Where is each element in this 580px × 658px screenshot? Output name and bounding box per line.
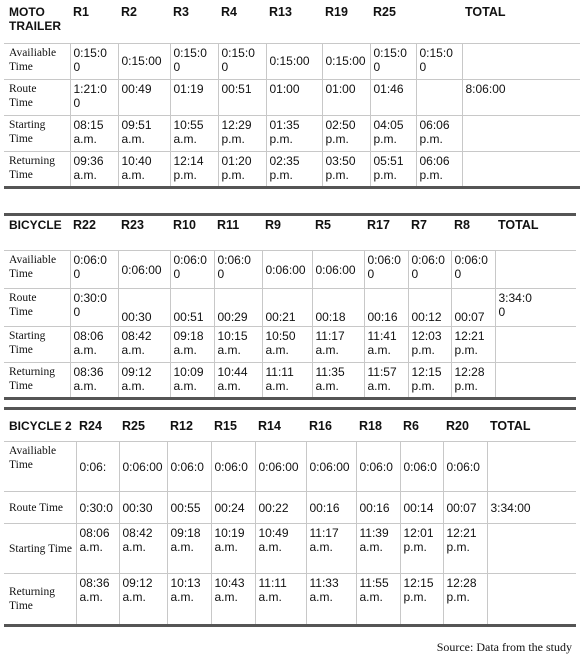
cell: 1:21:0 0	[70, 79, 118, 115]
cell	[416, 79, 462, 115]
cell: 0:06:00	[306, 442, 356, 492]
row-label: Starting Time	[4, 115, 70, 151]
header-cell: R6	[403, 418, 419, 433]
cell: 00:21	[262, 289, 312, 327]
table-row	[4, 289, 576, 327]
cell: 02:35 p.m.	[266, 151, 322, 187]
header-cell: R25	[373, 5, 396, 19]
cell: 12:21 p.m.	[443, 524, 487, 574]
cell: 0:30:0	[76, 492, 119, 524]
cell: 01:00	[266, 79, 322, 115]
header-cell: TOTAL	[498, 218, 539, 232]
cell: 09:36 a.m.	[70, 151, 118, 187]
header-cell: R8	[454, 218, 470, 232]
table-row	[4, 251, 576, 289]
cell: 11:17 a.m.	[312, 327, 364, 363]
cell: 0:06:00	[118, 251, 170, 289]
cell: 03:50 p.m.	[322, 151, 370, 187]
cell	[487, 442, 576, 492]
cell: 0:06:0	[211, 442, 255, 492]
cell: 10:50 a.m.	[262, 327, 312, 363]
cell: 06:06 p.m.	[416, 115, 462, 151]
cell	[495, 251, 576, 289]
cell: 10:43 a.m.	[211, 574, 255, 626]
cell: 01:00	[322, 79, 370, 115]
header-cell: BICYCLE	[9, 218, 62, 232]
cell: 00:16	[306, 492, 356, 524]
cell: 02:50 p.m.	[322, 115, 370, 151]
cell: 0:06:0	[443, 442, 487, 492]
cell	[462, 151, 580, 187]
cell: 0:15:00	[322, 43, 370, 79]
cell: 11:41 a.m.	[364, 327, 408, 363]
cell: 08:15 a.m.	[70, 115, 118, 151]
cell: 04:05 p.m.	[370, 115, 416, 151]
header-cell: R24	[79, 418, 102, 433]
cell: 10:09 a.m.	[170, 363, 214, 399]
table-row	[4, 574, 576, 626]
header-cell: R3	[173, 5, 189, 19]
cell: 0:06:00	[262, 251, 312, 289]
cell: 10:55 a.m.	[170, 115, 218, 151]
cell: 08:36 a.m.	[76, 574, 119, 626]
header-cell: MOTO TRAILER	[9, 5, 61, 33]
table-row	[4, 442, 576, 492]
header-cell: R10	[173, 218, 196, 232]
cell: 08:42 a.m.	[119, 524, 167, 574]
table-row	[4, 327, 576, 363]
header-cell: R7	[411, 218, 427, 232]
cell: 0:06:00	[255, 442, 306, 492]
cell: 0:15:0 0	[218, 43, 266, 79]
cell: 12:14 p.m.	[170, 151, 218, 187]
row-label: Availiable Time	[4, 251, 70, 289]
cell: 0:06:0 0	[408, 251, 451, 289]
cell: 0:06:0 0	[364, 251, 408, 289]
bicycle-table	[4, 213, 576, 400]
header-cell: R22	[73, 218, 96, 232]
header-cell	[416, 3, 462, 43]
cell: 0:15:0 0	[370, 43, 416, 79]
cell	[495, 327, 576, 363]
header-cell: R14	[258, 418, 281, 433]
cell: 00:24	[211, 492, 255, 524]
cell: 01:46	[370, 79, 416, 115]
cell: 10:49 a.m.	[255, 524, 306, 574]
bicycle-2-table	[4, 407, 576, 627]
cell: 10:40 a.m.	[118, 151, 170, 187]
cell: 01:19	[170, 79, 218, 115]
cell: 09:51 a.m.	[118, 115, 170, 151]
cell: 10:15 a.m.	[214, 327, 262, 363]
row-label: Starting Time	[4, 524, 76, 574]
cell: 12:28 p.m.	[443, 574, 487, 626]
cell: 00:30	[119, 492, 167, 524]
cell: 10:13 a.m.	[167, 574, 211, 626]
cell: 12:15 p.m.	[400, 574, 443, 626]
header-cell: R15	[214, 418, 237, 433]
cell: 12:03 p.m.	[408, 327, 451, 363]
header-cell: R2	[121, 5, 137, 19]
cell: 11:33 a.m.	[306, 574, 356, 626]
cell: 11:11 a.m.	[255, 574, 306, 626]
cell: 08:06 a.m.	[76, 524, 119, 574]
cell: 08:42 a.m.	[118, 327, 170, 363]
cell: 0:06:	[76, 442, 119, 492]
cell: 08:36 a.m.	[70, 363, 118, 399]
cell: 09:12 a.m.	[118, 363, 170, 399]
cell: 3:34:0 0	[495, 289, 576, 327]
cell: 09:18 a.m.	[167, 524, 211, 574]
header-cell: R23	[121, 218, 144, 232]
cell: 00:55	[167, 492, 211, 524]
row-label: Route Time	[4, 492, 76, 524]
row-label: Returning Time	[4, 151, 70, 187]
cell: 0:15:0 0	[170, 43, 218, 79]
cell: 11:35 a.m.	[312, 363, 364, 399]
cell: 00:07	[443, 492, 487, 524]
header-cell: R20	[446, 418, 469, 433]
table-row	[4, 79, 580, 115]
cell: 10:19 a.m.	[211, 524, 255, 574]
header-cell: R9	[265, 218, 281, 232]
header-cell: TOTAL	[465, 5, 506, 19]
cell: 00:51	[218, 79, 266, 115]
header-cell: R12	[170, 418, 193, 433]
header-cell: TOTAL	[490, 418, 531, 433]
cell: 11:17 a.m.	[306, 524, 356, 574]
cell: 0:06:0 0	[170, 251, 214, 289]
header-cell: R19	[325, 5, 348, 19]
row-label: Returning Time	[4, 574, 76, 626]
cell: 0:06:00	[312, 251, 364, 289]
header-cell: R17	[367, 218, 390, 232]
cell: 0:06:0	[400, 442, 443, 492]
table-row	[4, 524, 576, 574]
header-cell: R13	[269, 5, 292, 19]
cell: 12:01 p.m.	[400, 524, 443, 574]
table-row	[4, 363, 576, 399]
cell: 11:55 a.m.	[356, 574, 400, 626]
cell: 00:30	[118, 289, 170, 327]
cell: 12:28 p.m.	[451, 363, 495, 399]
cell: 09:18 a.m.	[170, 327, 214, 363]
cell: 0:06:00	[119, 442, 167, 492]
cell: 10:44 a.m.	[214, 363, 262, 399]
cell: 0:06:0 0	[70, 251, 118, 289]
cell: 11:39 a.m.	[356, 524, 400, 574]
cell: 00:07	[451, 289, 495, 327]
cell: 06:06 p.m.	[416, 151, 462, 187]
header-cell: BICYCLE 2	[9, 418, 72, 433]
table-row	[4, 115, 580, 151]
cell: 12:21 p.m.	[451, 327, 495, 363]
cell	[487, 574, 576, 626]
cell: 01:20 p.m.	[218, 151, 266, 187]
cell: 05:51 p.m.	[370, 151, 416, 187]
cell: 00:16	[364, 289, 408, 327]
cell: 0:06:0 0	[214, 251, 262, 289]
cell: 0:15:0 0	[416, 43, 462, 79]
cell	[495, 363, 576, 399]
cell: 0:15:00	[266, 43, 322, 79]
table-header-row	[4, 215, 576, 251]
cell: 11:57 a.m.	[364, 363, 408, 399]
cell: 08:06 a.m.	[70, 327, 118, 363]
cell: 01:35 p.m.	[266, 115, 322, 151]
cell: 8:06:00	[462, 79, 580, 115]
table-row	[4, 492, 576, 524]
cell: 0:06:0	[167, 442, 211, 492]
table-row	[4, 43, 580, 79]
table-row	[4, 151, 580, 187]
cell: 00:51	[170, 289, 214, 327]
cell: 00:18	[312, 289, 364, 327]
row-label: Route Time	[4, 79, 70, 115]
cell: 0:15:00	[118, 43, 170, 79]
cell: 3:34:00	[487, 492, 576, 524]
header-cell: R25	[122, 418, 145, 433]
cell: 0:06:0	[356, 442, 400, 492]
row-label: Availiable Time	[4, 442, 76, 492]
cell: 09:12 a.m.	[119, 574, 167, 626]
moto-trailer-table	[4, 3, 580, 189]
table-header-row	[4, 409, 576, 442]
header-cell: R1	[73, 5, 89, 19]
cell: 0:15:0 0	[70, 43, 118, 79]
source-note: Source: Data from the study	[436, 640, 572, 654]
cell: 12:15 p.m.	[408, 363, 451, 399]
header-cell: R4	[221, 5, 237, 19]
table-header-row	[4, 3, 580, 43]
cell	[462, 115, 580, 151]
row-label: Availiable Time	[4, 43, 70, 79]
row-label: Starting Time	[4, 327, 70, 363]
cell: 00:49	[118, 79, 170, 115]
cell: 12:29 p.m.	[218, 115, 266, 151]
cell: 00:14	[400, 492, 443, 524]
cell: 0:06:0 0	[451, 251, 495, 289]
header-cell: R5	[315, 218, 331, 232]
header-cell: R16	[309, 418, 332, 433]
cell	[487, 524, 576, 574]
cell: 00:22	[255, 492, 306, 524]
cell: 0:30:0 0	[70, 289, 118, 327]
cell	[462, 43, 580, 79]
cell: 00:12	[408, 289, 451, 327]
header-cell: R18	[359, 418, 382, 433]
row-label: Returning Time	[4, 363, 70, 399]
cell: 00:16	[356, 492, 400, 524]
row-label: Route Time	[4, 289, 70, 327]
header-cell: R11	[217, 218, 240, 232]
cell: 11:11 a.m.	[262, 363, 312, 399]
cell: 00:29	[214, 289, 262, 327]
